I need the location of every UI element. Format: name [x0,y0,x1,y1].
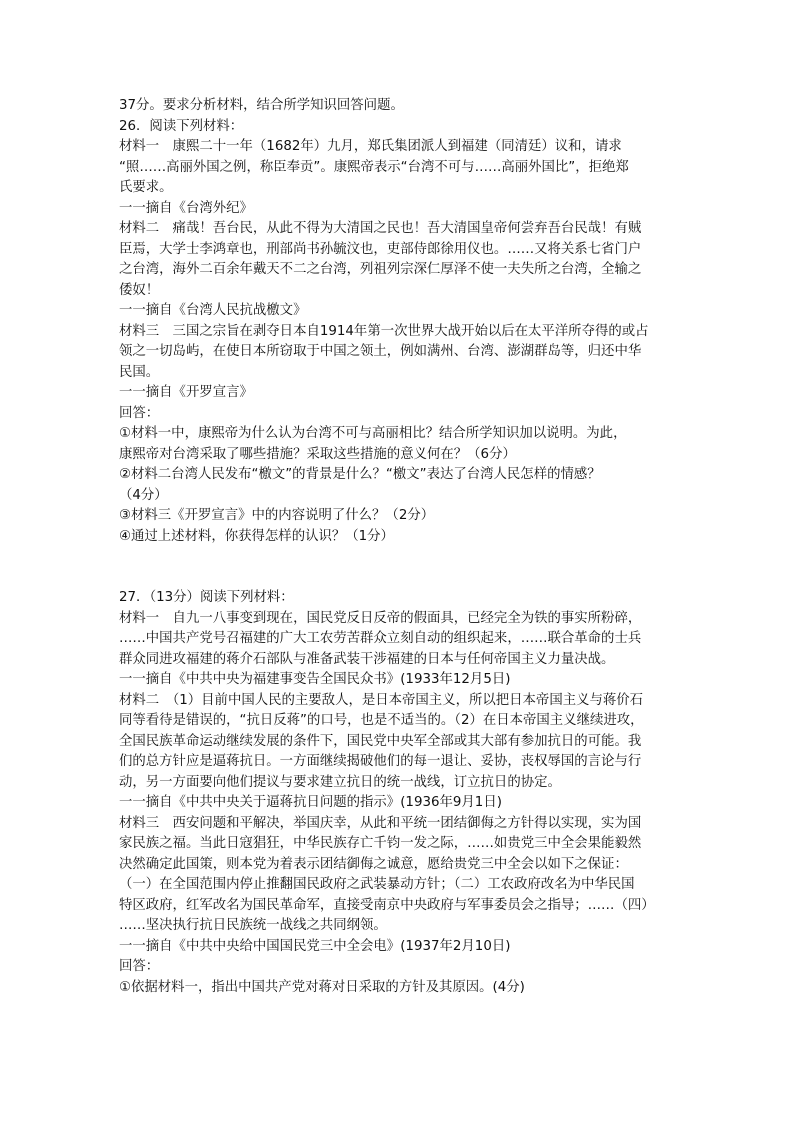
q27-material-2-line: 材料二 （1）目前中国人民的主要敌人，是日本帝国主义，所以把日本帝国主义与蒋价石 [119,692,644,708]
q26-material-2-line: 材料二 痛哉！吾台民，从此不得为大清国之民也！吾大清国皇帝何尝弃吾台民哉！有贼 [119,221,642,236]
q27-material-2-line: 们的总方针应是逼蒋抗日。一方面继续揭破他们的每一退让、妥协，丧权辱国的言论与行 [119,754,642,769]
q27-material-3-source: 一一摘自《中共中央给中国国民党三中全会电》(1937年2月10日) [119,938,511,954]
q27-material-3-line: 特区政府，红军改名为国民革命军，直接受南京中央政府与军事委员会之指导；……（四） [119,897,655,913]
q26-question-line: 康熙帝对台湾采取了哪些措施？采取这些措施的意义何在？（6分） [119,446,516,462]
q27-material-3-line: （一）在全国范围内停止推翻国民政府之武装暴动方针；（二）工农政府改名为中华民国 [119,877,635,892]
q27-material-1-source: 一一摘自《中共中央为福建事变告全国民众书》(1933年12月5日) [119,672,511,687]
q26-material-3-line: 民国。 [119,364,160,380]
q27-material-1-line: 群众同进攻福建的蒋介石部队与准备武装干涉福建的日本与任何帝国主义力量决战。 [119,651,615,667]
q26-question-line: ④通过上述材料，你获得怎样的认识？（1分） [119,528,394,544]
q26-material-3-source: 一一摘自《开罗宣言》 [119,385,253,400]
q27-material-2-line: 全国民族革命运动继续发展的条件下，国民党中央军全部或其大部有参加抗日的可能。我 [119,733,642,749]
q26-answer-label: 回答： [119,405,160,421]
q26-material-2-line: 之台湾，海外二百余年戴天不二之台湾，列祖列宗深仁厚泽不使一夫失所之台湾，全输之 [119,262,642,277]
q27-material-1-line: 材料一 自九一八事变到现在，国民党反日反帝的假面具，已经完全为铁的事实所粉碎， [119,610,642,626]
q26-material-3-line: 领之一切岛屿，在使日本所窃取于中国之领土，例如满州、台湾、澎湖群岛等，归还中华 [119,344,642,359]
q27-material-3-line: 材料三 西安问题和平解决，举国庆幸，从此和平统一团结御侮之方针得以实现，实为国 [119,815,642,831]
question-26-heading: 26．阅读下列材料： [119,118,244,134]
q26-material-1-line: “照……高丽外国之例，称臣奉贡”。康熙帝表示“台湾不可与……高丽外国比”，拒绝郑 [119,159,629,175]
q26-material-3-line: 材料三 三国之宗旨在剥夺日本自1914年第一次世界大战开始以后在太平洋所夺得的或占 [119,323,649,339]
question-27-heading: 27．（13分）阅读下列材料： [119,590,294,605]
q27-material-2-line: 同等看待是错误的，“抗日反蒋”的口号，也是不适当的。（2）在日本帝国主义继续进攻， [119,713,644,728]
q27-question-line: ①依据材料一，指出中国共产党对蒋对日采取的方针及其原因。(4分) [119,979,525,995]
q26-question-line: ②材料二台湾人民发布“檄文”的背景是什么？“檄文”表达了台湾人民怎样的情感？ [119,467,601,482]
q27-material-3-line: 家民族之福。当此日寇猖狂，中华民族存亡千钧一发之际，……如贵党三中全会果能毅然 [119,836,642,851]
q27-answer-label: 回答： [119,959,160,974]
q26-question-line: ①材料一中，康熙帝为什么认为台湾不可与高丽相比？结合所学知识加以说明。为此， [119,426,627,441]
q26-material-2-line: 臣焉，大学士李鸿章也，刑部尚书孙毓汶也，吏部侍郎徐用仪也。……又将关系七省门户 [119,241,642,257]
q26-material-1-line: 材料一 康熙二十一年（1682年）九月，郑氏集团派人到福建（同清廷）议和，请求 [119,139,622,154]
q27-material-2-line: 动，另一方面要向他们提议与要求建立抗日的统一战线，订立抗日的协定。 [119,774,561,790]
q26-question-line: ③材料三《开罗宣言》中的内容说明了什么？（2分） [119,508,435,523]
q26-material-1-source: 一一摘自《台湾外纪》 [119,200,253,216]
q26-material-2-source: 一一摘自《台湾人民抗战檄文》 [119,303,307,318]
q27-material-3-line: ……坚决执行抗日民族统一战线之共同纲领。 [119,918,387,933]
q26-material-1-line: 氏要求。 [119,180,173,195]
q27-material-2-source: 一一摘自《中共中央关于逼蒋抗日问题的指示》(1936年9月1日) [119,795,502,810]
q26-material-2-line: 倭奴！ [119,282,160,298]
q26-question-line: （4分） [119,487,168,503]
document-page [119,96,679,998]
instruction-text: 37分。要求分析材料，结合所学知识回答问题。 [119,98,404,113]
section-spacer [119,547,679,588]
q27-material-3-line: 决然确定此国策，则本党为着表示团结御侮之诚意，愿给贵党三中全会以如下之保证： [119,856,628,872]
q27-material-1-line: ……中国共产党号召福建的广大工农劳苦群众立刻自动的组织起来，……联合革命的士兵 [119,631,642,646]
